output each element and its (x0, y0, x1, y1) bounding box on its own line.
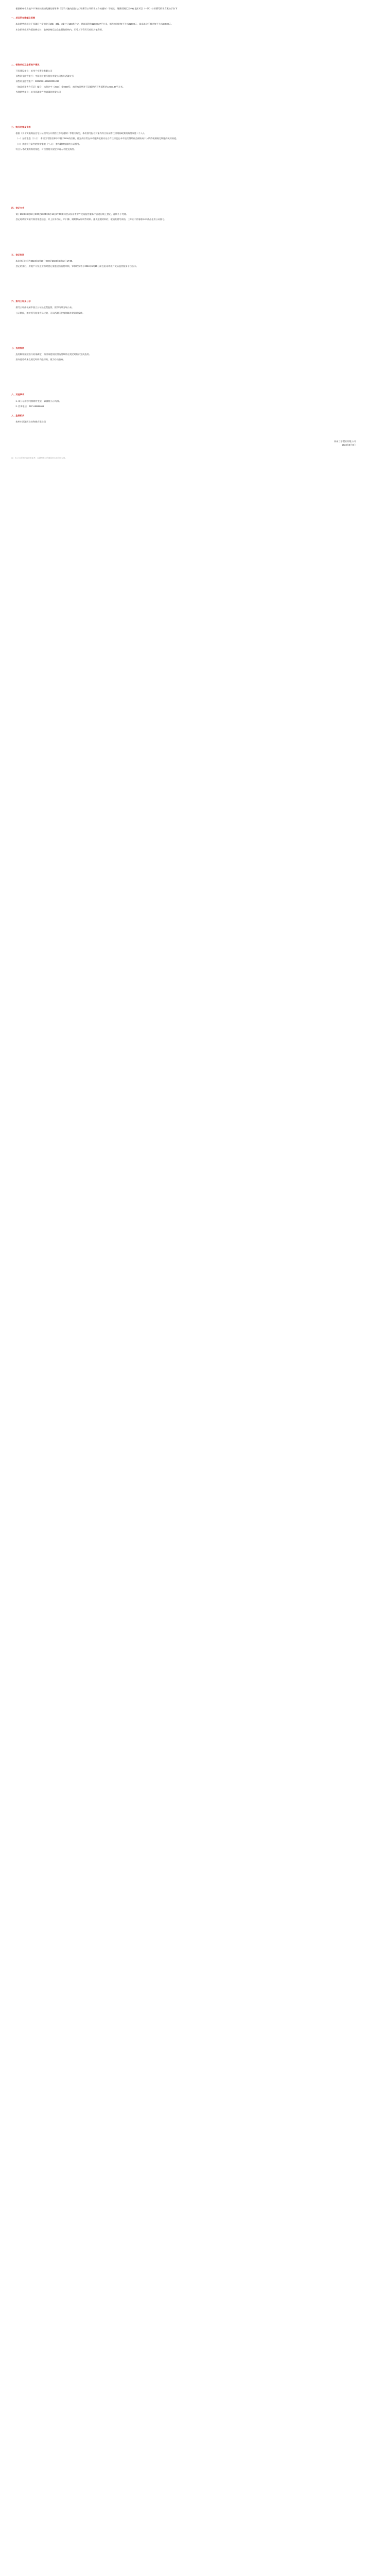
section-paragraph: 开发建设单位：杭州兰亭置业有限公司 (15, 70, 53, 73)
section-heading: 六、摇号公证及公示 (11, 300, 31, 303)
section-paragraph: 1. 本公示所涉内容如有变更，以最终公示为准。 (15, 399, 61, 402)
section-paragraph: 根据《关于实施商品住宅公证摇号公开销售工作的通知》等相关规定，本次摇号报名对象为符合杭州市住房限购政策的购房家庭（个人）。 (15, 132, 146, 135)
section-9 (11, 414, 356, 423)
section-heading: 九、监督机关 (11, 414, 25, 417)
section-heading: 八、其他事项 (11, 393, 25, 396)
section-paragraph: 登记时请如实填写购房家庭信息，并上传身份证、户口簿、婚姻状况证明等材料。提供虚假材料的，取消其摇号资格，三年内不得参加本市商品住房公证摇号。 (15, 218, 167, 221)
section-paragraph: 符合人才政策的购房家庭，可按照相关规定申请人才优先购房。 (15, 147, 76, 150)
section-heading: 五、登记时间 (11, 253, 25, 256)
section-2 (11, 63, 356, 94)
section-heading: 四、登记方式 (11, 207, 25, 210)
section-paragraph: 《商品房预售许可证》编号：杭售许字（2024）第0358号，商品房预售许可证载明的可售面积约12600.37平方米。 (15, 85, 125, 88)
section-1 (11, 16, 356, 31)
signature-date: 2024年5月8日 (342, 443, 356, 446)
section-4 (11, 207, 356, 222)
section-paragraph: 本次销售房源为精装修交付，装修价格已包含在销售价格内，买受人不得另行收取其他费用。 (15, 28, 104, 31)
intro-paragraph: 根据杭州市房地产市场持续健康发展的要求和《关于实施商品住宅公证摇号公开销售工作的通知》等规定，现将西湖区兰亭府北区项目（一期）公证摇号销售方案公示如下： (15, 7, 180, 10)
section-heading: 一、项目所在楼幢及范围 (11, 16, 36, 20)
section-6 (11, 300, 356, 315)
section-paragraph: 杭州市西湖区住房和城乡建设局 (15, 420, 46, 423)
signature-block (11, 439, 356, 447)
section-paragraph: （一）无房家庭（个人）：本项目可售房源中不低于50%的房源，优先供应给在本市限购范围内无自有住房且在本市连续缴纳社会保险或个人所得税满规定期限的无房家庭。 (15, 137, 179, 140)
section-paragraph: 摇号公证由杭州市国立公证处全程监督，摇号结果当场公布。 (15, 306, 74, 309)
section-5 (11, 253, 356, 268)
signature-org: 杭州兰亭置业有限公司 (334, 439, 356, 443)
footer-note: 注：本公示所载内容仅供参考，以最终签订的商品房买卖合同为准。 (11, 456, 67, 459)
section-8 (11, 393, 356, 408)
section-paragraph: 选房顺序按照摇号结果确定，购房家庭须按照选房顺序在规定时间内完成选房。 (15, 353, 91, 356)
section-paragraph: （二）其他符合条件的购房家庭（个人）：参与剩余房源的公证摇号。 (15, 142, 82, 145)
section-paragraph: 本次登记时间为2024年5月10日9:00至2024年5月12日17:00。 (15, 259, 75, 262)
section-7 (11, 347, 356, 362)
section-paragraph: 预售资金监管账户：33050161625200001234 (15, 80, 59, 83)
section-paragraph: 放弃选房或未在规定时间内选房的，视为自动放弃。 (15, 358, 65, 361)
section-paragraph: 预售资金监管银行：中国建设银行股份有限公司杭州西湖支行 (15, 75, 74, 78)
section-paragraph: 代理销售单位：杭州西湖房产营销策划有限公司 (15, 90, 61, 93)
section-paragraph: 请于2024年5月10日9:00至2024年5月12日17:00期间登录杭州市房产交易监管服务平台进行线上登记，逾期不予受理。 (15, 213, 129, 216)
section-paragraph: 本次销售房源位于西湖区兰亭府北区2幢、3幢、4幢共计156套住宅，建筑面积约12600.37平方米，销售均价约每平方米32000元，最高单价不超过每平方米34500元。 (15, 23, 173, 26)
section-paragraph: 2. 咨询电话：0571-88886666 (15, 404, 44, 408)
section-paragraph: 登记结束后，房地产开发企业将对登记家庭进行资格审核，审核结果将于2024年5月15日前在杭州市房产交易监管服务平台公示。 (15, 265, 138, 268)
section-3 (11, 126, 356, 151)
section-heading: 七、选房规则 (11, 346, 25, 349)
section-heading: 二、销售单位及监管账户情况 (11, 63, 40, 66)
section-heading: 三、购买对象及资格 (11, 126, 31, 129)
section-paragraph: 公示期间，如对摇号结果有异议的，可向西湖区住房和城乡建设局反映。 (15, 311, 85, 314)
